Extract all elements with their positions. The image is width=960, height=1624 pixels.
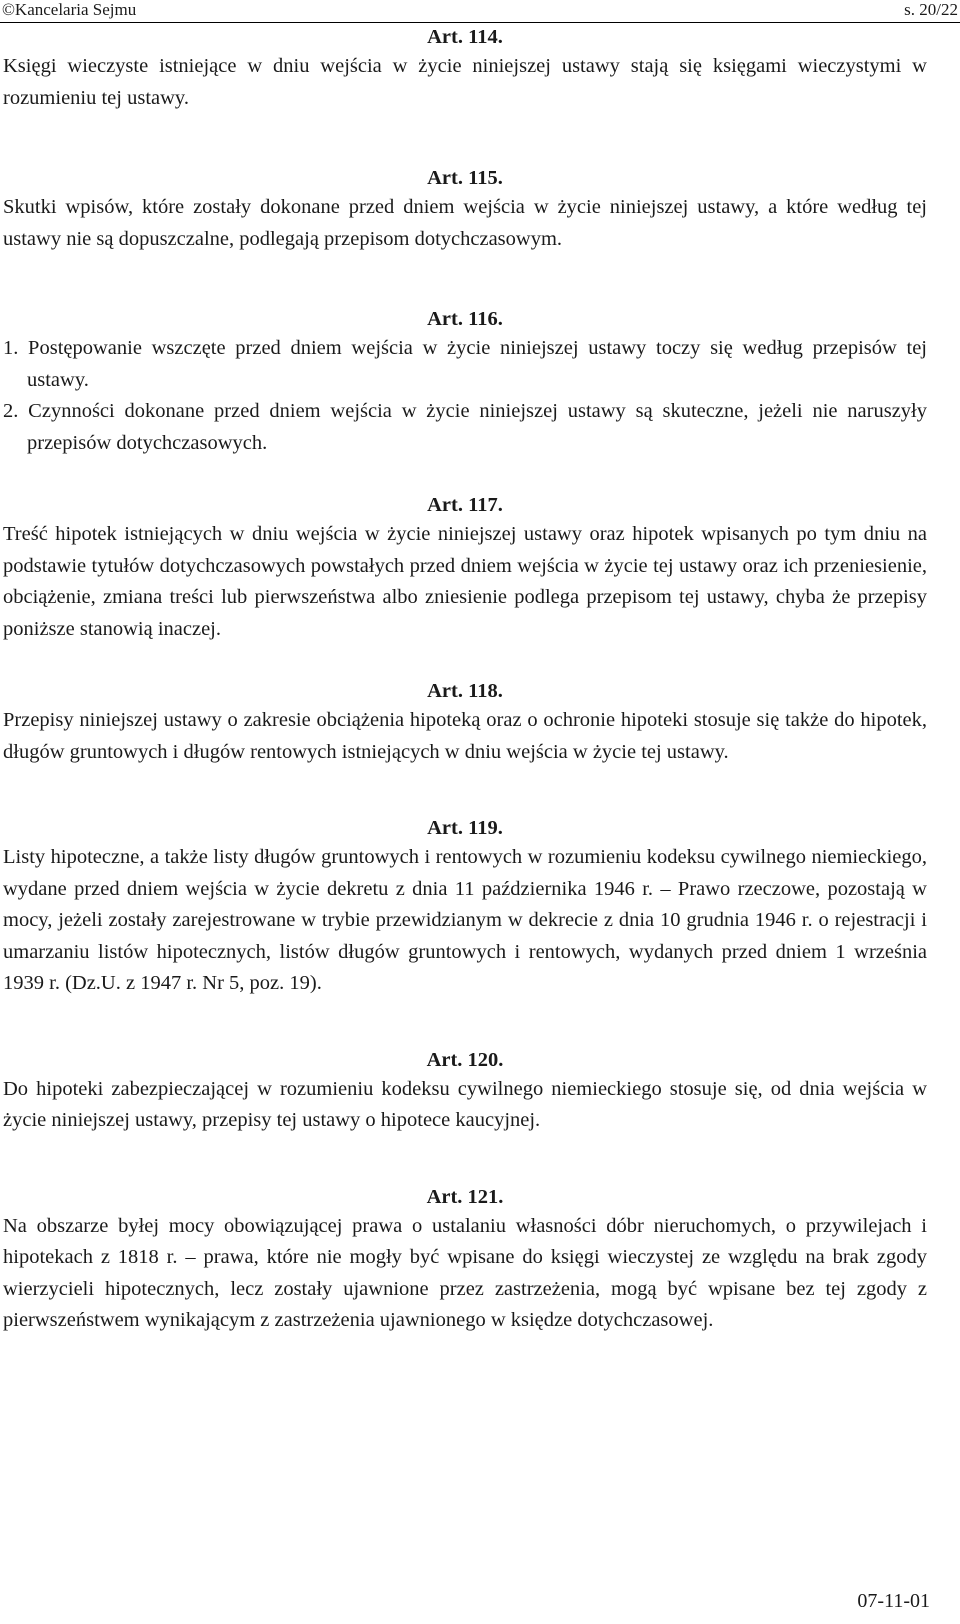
article-114: [3, 23, 927, 114]
document-body: [3, 23, 927, 1337]
article-text: Przepisy niniejszej ustawy o zakresie obciążenia hipoteką oraz o ochronie hipoteki stosuje się także do hipotek, długów gruntowych i długów rentowych istniejących w dniu wejścia w życie tej ustawy.: [3, 709, 927, 763]
article-text: Na obszarze byłej mocy obowiązującej prawa o ustalaniu własności dóbr nieruchomych, o przywilejach i hipotekach z 1818 r. – prawa, które nie mogły być wpisane do księgi wieczystej ze względu na brak zgody wierzycieli hipotecznych, lecz zostały ujawnione przez zastrzeżenia, mogą być wpisane bez tej zgody z pierwszeństwem wynikającym z zastrzeżenia ujawnionego w księdze dotychczasowej.: [3, 1214, 927, 1331]
publisher-label: ©Kancelaria Sejmu: [2, 0, 137, 19]
article-115: [3, 164, 927, 255]
article-text: Księgi wieczyste istniejące w dniu wejścia w życie niniejszej ustawy stają się księgami wieczystymi w rozumieniu tej ustawy.: [3, 55, 927, 109]
article-point: 2. Czynności dokonane przed dniem wejścia w życie niniejszej ustawy są skuteczne, jeżeli nie naruszyły przepisów dotychczasowych.: [3, 400, 927, 454]
article-118: [3, 677, 927, 768]
article-title: Art. 119.: [427, 817, 503, 839]
article-title: Art. 118.: [427, 680, 503, 702]
page-number: s. 20/22: [904, 0, 958, 19]
article-119: [3, 814, 927, 1000]
article-text: Treść hipotek istniejących w dniu wejścia w życie niniejszej ustawy oraz hipotek wpisanych po tym dniu na podstawie tytułów dotychczasowych powstałych przed dniem wejścia w życie tej ustawy oraz ich przeniesienie, obciążenie, zmiana treści lub pierwszeństwa albo zniesienie podlega przepisom tej ustawy, chyba że przepisy poniższe stanowią inaczej.: [3, 523, 927, 640]
article-text: Do hipoteki zabezpieczającej w rozumieniu kodeksu cywilnego niemieckiego stosuje się, od dnia wejścia w życie niniejszej ustawy, przepisy tej ustawy o hipotece kaucyjnej.: [3, 1077, 927, 1131]
article-116: [3, 305, 927, 459]
article-point: 1. Postępowanie wszczęte przed dniem wejścia w życie niniejszej ustawy toczy się według przepisów tej ustawy.: [3, 337, 927, 391]
article-text: Skutki wpisów, które zostały dokonane przed dniem wejścia w życie niniejszej ustawy, a które według tej ustawy nie są dopuszczalne, podlegają przepisom dotychczasowym.: [3, 196, 927, 250]
article-117: [3, 491, 927, 645]
article-title: Art. 121.: [426, 1185, 504, 1208]
document-date-code: 07-11-01: [857, 1590, 930, 1612]
article-title: Art. 120.: [426, 1048, 504, 1071]
article-title: Art. 114.: [427, 26, 503, 48]
article-text: Listy hipoteczne, a także listy długów gruntowych i rentowych w rozumieniu kodeksu cywilnego niemieckiego, wydane przed dniem wejścia w życie dekretu z dnia 11 października 1946 r. – Prawo rzeczowe, pozostają w mocy, jeżeli zostały zarejestrowane w trybie przewidzianym w dekrecie z dnia 10 grudnia 1946 r. o rejestracji i umarzaniu listów hipotecznych, listów długów gruntowych i rentowych, wydanych przed dniem 1 września 1939 r. (Dz.U. z 1947 r. Nr 5, poz. 19).: [3, 846, 927, 994]
page-header: [0, 0, 960, 23]
article-title: Art. 116.: [427, 308, 503, 330]
article-title: Art. 115.: [427, 167, 503, 189]
article-121: [3, 1183, 927, 1337]
article-title: Art. 117.: [427, 494, 503, 516]
article-120: [3, 1046, 927, 1137]
